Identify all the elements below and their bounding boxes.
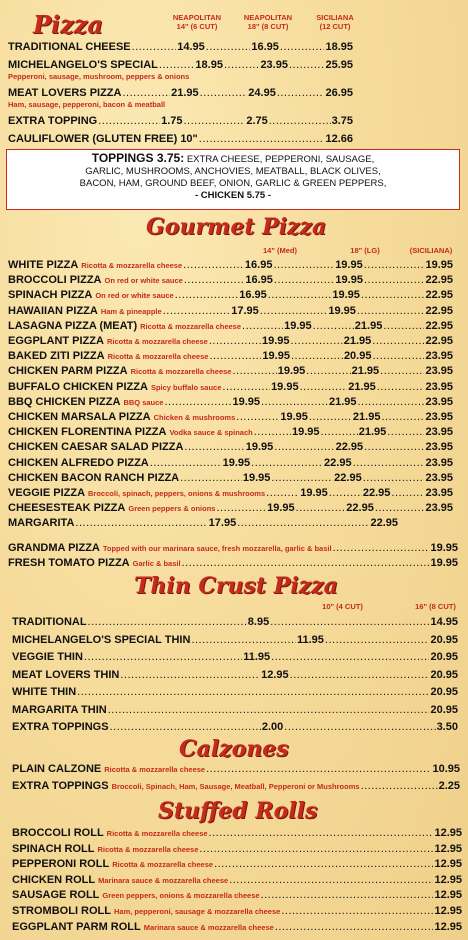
price-18: 21.95 <box>343 335 372 347</box>
price-18: 21.95 <box>348 380 376 393</box>
thin-crust-title: Thin Crust Pizza <box>134 573 338 599</box>
price-18: 22.95 <box>335 441 364 454</box>
calzone-row-description: Broccoli, Spinach, Ham, Sausage, Meatball, Pepperoni or Mushrooms <box>111 782 360 791</box>
price-sicilian: 23.95 <box>425 456 453 469</box>
price: 12.95 <box>434 920 462 933</box>
price-sicilian: 22.95 <box>425 335 453 347</box>
price: 12.95 <box>434 905 462 917</box>
price-14: 16.95 <box>239 289 267 302</box>
price-18: 22.95 <box>334 471 362 484</box>
gourmet-title: Gourmet Pizza <box>146 214 327 240</box>
toppings-box: TOPPINGS 3.75: EXTRA CHEESE, PEPPERONI, SAUSAGE, GARLIC, MUSHROOMS, ANCHOVIES, MEATBALL, BLACK OLIVES, BACON, HAM, GROUND BEEF, ONION, GARLIC & GREEN PEPPERS, - CHICKEN 5.75 - <box>6 149 460 210</box>
price: 12.95 <box>434 827 462 839</box>
price-sicilian: 23.95 <box>425 411 453 423</box>
price-16: 20.95 <box>430 686 458 698</box>
gourmet-row-description: Ricotta & mozzarella cheese <box>140 321 242 331</box>
price-18: 20.95 <box>343 350 372 363</box>
pizza-header-18: NEAPOLITAN 18" (8 CUT) <box>243 13 293 31</box>
price-14: 19.95 <box>277 365 306 378</box>
gourmet-row: LASAGNA PIZZA (MEAT) Ricotta & mozzarella cheese ..... 19.95 ..... 21.95 ..... 22.95 <box>8 319 453 334</box>
price-18: 22.95 <box>370 517 398 530</box>
gourmet-row: CHICKEN PARM PIZZA Ricotta & mozzarella cheese ..... 19.95 ..... 21.95 ..... 23.95 <box>8 364 453 379</box>
grandma-row: GRANDMA PIZZA Topped with our marinara sauce, fresh mozzarella, garlic & basil ..... 19.95 <box>8 541 458 556</box>
price-18: 21.95 <box>354 319 383 332</box>
price-18: 19.95 <box>328 304 356 317</box>
price-16: 20.95 <box>430 668 458 681</box>
gourmet-row-description: Vodka sauce & spinach <box>169 428 253 438</box>
calzones-title: Calzones <box>179 736 289 762</box>
price-14: 18.95 <box>195 59 223 71</box>
gourmet-row: CHICKEN MARSALA PIZZA Chicken & mushrooms ..... 19.95 ..... 21.95 ..... 23.95 <box>8 410 453 425</box>
gourmet-row-description: Ham & pineapple <box>100 306 162 316</box>
price-sicilian: 3.75 <box>331 115 353 127</box>
price-10: 12.95 <box>261 668 289 681</box>
price-sicilian: 22.95 <box>425 304 453 317</box>
thin-crust-row: MARGARITA THIN ..... 20.95 <box>12 703 458 717</box>
price-18: 22.95 <box>324 456 352 469</box>
price-10: 8.95 <box>247 616 270 628</box>
gourmet-row-description: Ricotta & mozzarella cheese <box>130 367 232 377</box>
gourmet-row: MARGARITA ..... 17.95 ..... 22.95 <box>8 516 398 530</box>
gourmet-row: CHICKEN BACON RANCH PIZZA ..... 19.95 ..... 22.95 ..... 23.95 <box>8 471 453 485</box>
thin-crust-row: EXTRA TOPPINGS ..... 2.00 ..... 3.50 <box>12 720 458 734</box>
gourmet-row-description: Chicken & mushrooms <box>153 413 236 422</box>
pizza-header-14: NEAPOLITAN 14" (6 CUT) <box>172 13 222 31</box>
price-14: 1.75 <box>161 115 183 127</box>
price-14: 16.95 <box>245 274 273 287</box>
gourmet-row: CHEESESTEAK PIZZA Green peppers & onions ..... 19.95 ..... 22.95 ..... 23.95 <box>8 501 453 516</box>
gourmet-row: BROCCOLI PIZZA On red or white sauce ..... 16.95 ..... 19.95 ..... 22.95 <box>8 273 453 288</box>
gourmet-row-description: On red or white sauce <box>104 276 183 286</box>
price-sicilian: 22.95 <box>425 289 453 302</box>
pizza-row: TRADITIONAL CHEESE ..... 14.95 ..... 16.95 ..... 18.95 <box>8 40 353 54</box>
gourmet-row: EGGPLANT PIZZA Ricotta & mozzarella cheese ..... 19.95 ..... 21.95 ..... 22.95 <box>8 334 453 349</box>
gourmet-header-sicilian: (SICILIANA) <box>409 246 453 255</box>
price-18: 21.95 <box>352 411 381 423</box>
price-16: 20.95 <box>430 651 458 663</box>
gourmet-row-description: Spicy buffalo sauce <box>150 382 222 392</box>
pizza-row: EXTRA TOPPING ..... 1.75 ..... 2.75 ..... 3.75 <box>8 114 353 128</box>
stuffed-rolls-title: Stuffed Rolls <box>158 798 318 824</box>
stuffed-roll-description: Ricotta & mozzarella cheese <box>106 829 208 838</box>
price-14: 19.95 <box>262 350 290 363</box>
gourmet-row: CHICKEN CAESAR SALAD PIZZA ..... 19.95 ..... 22.95 ..... 23.95 <box>8 440 453 454</box>
stuffed-roll-row: CHICKEN ROLL Marinara sauce & mozzarella cheese ..... 12.95 <box>12 873 462 888</box>
calzone-row: EXTRA TOPPINGS Broccoli, Spinach, Ham, Sausage, Meatball, Pepperoni or Mushrooms ..... 2.25 <box>12 779 460 794</box>
gourmet-header-18: 18" (LG) <box>350 246 380 255</box>
stuffed-roll-description: Marinara sauce & mozzarella cheese <box>143 922 274 932</box>
gourmet-row-description: Ricotta & mozzarella cheese <box>107 352 209 362</box>
price-18: 19.95 <box>335 274 363 287</box>
pizza-title: Pizza <box>33 10 103 39</box>
price-sicilian: 26.95 <box>325 87 353 99</box>
gourmet-row: BAKED ZITI PIZZA Ricotta & mozzarella cheese ..... 19.95 ..... 20.95 ..... 23.95 <box>8 349 453 364</box>
price-18: 21.95 <box>328 395 357 408</box>
price-sicilian: 18.95 <box>325 41 353 53</box>
pizza-row: MEAT LOVERS PIZZA ..... 21.95 ..... 24.95 ..... 26.95 <box>8 86 353 100</box>
price-14: 19.95 <box>222 456 251 469</box>
gourmet-row: CHICKEN FLORENTINA PIZZA Vodka sauce & spinach ..... 19.95 ..... 21.95 ..... 23.95 <box>8 425 453 440</box>
thin-crust-row: MEAT LOVERS THIN ..... 12.95 ..... 20.95 <box>12 668 458 682</box>
price: 10.95 <box>432 763 460 775</box>
stuffed-roll-row: STROMBOLI ROLL Ham, pepperoni, sausage & mozzarella cheese ..... 12.95 <box>12 904 462 919</box>
stuffed-roll-description: Green peppers, onions & mozzarella cheese <box>102 891 260 901</box>
price-18: 23.95 <box>260 59 288 71</box>
price-18: 2.75 <box>246 115 268 127</box>
price-14: 19.95 <box>242 471 271 484</box>
calzone-row-description: Ricotta & mozzarella cheese <box>104 765 206 774</box>
price-14: 17.95 <box>231 304 259 317</box>
price-18: 19.95 <box>335 259 363 271</box>
gourmet-row: CHICKEN ALFREDO PIZZA ..... 19.95 ..... 22.95 ..... 23.95 <box>8 456 453 470</box>
price: 12.95 <box>434 858 462 871</box>
pizza-row-description: Ham, sausage, pepperoni, bacon & meatball <box>8 100 166 109</box>
gourmet-row: HAWAIIAN PIZZA Ham & pineapple ..... 17.95 ..... 19.95 ..... 22.95 <box>8 304 453 319</box>
calzone-row: PLAIN CALZONE Ricotta & mozzarella cheese ..... 10.95 <box>12 762 460 777</box>
stuffed-roll-row: SPINACH ROLL Ricotta & mozzarella cheese ..... 12.95 <box>12 842 462 857</box>
stuffed-roll-row: EGGPLANT PARM ROLL Marinara sauce & mozzarella cheese ..... 12.95 <box>12 920 462 935</box>
price-sicilian: 23.95 <box>425 426 453 439</box>
fresh-tomato-row: FRESH TOMATO PIZZA Garlic & basil ..... 19.95 <box>8 556 458 571</box>
gourmet-row-description: On red or white sauce <box>95 291 174 301</box>
price: 12.95 <box>434 842 462 855</box>
price: 2.25 <box>438 780 460 792</box>
price-14: 16.95 <box>244 259 273 271</box>
price-sicilian: 19.95 <box>425 259 453 271</box>
pizza-row-description: Pepperoni, sausage, mushroom, peppers & onions <box>8 72 190 81</box>
price-16: 3.50 <box>436 721 458 733</box>
stuffed-roll-description: Ricotta & mozzarella cheese <box>97 844 199 854</box>
gourmet-row: SPINACH PIZZA On red or white sauce ..... 16.95 ..... 19.95 ..... 22.95 <box>8 288 453 303</box>
gourmet-row: VEGGIE PIZZA Broccoli, spinach, peppers, onions & mushrooms ..... 19.95 ..... 22.95 ..... 23.95 <box>8 486 453 501</box>
price-sicilian: 23.95 <box>425 350 453 363</box>
price-sicilian: 23.95 <box>425 502 453 515</box>
price-18: 22.95 <box>346 502 374 515</box>
gourmet-row-description: Broccoli, spinach, peppers, onions & mushrooms <box>88 489 266 498</box>
price-sicilian: 23.95 <box>425 395 453 408</box>
price-14: 19.95 <box>291 426 320 439</box>
price-sicilian: 23.95 <box>425 380 453 393</box>
price-18: 22.95 <box>362 487 391 499</box>
price-18: 24.95 <box>248 87 276 99</box>
price-16: 14.95 <box>430 616 458 628</box>
price-18: 21.95 <box>358 426 387 439</box>
gourmet-row: BUFFALO CHICKEN PIZZA Spicy buffalo sauce ..... 19.95 ..... 21.95 ..... 23.95 <box>8 380 453 395</box>
price-14: 19.95 <box>245 441 274 454</box>
price-sicilian: 25.95 <box>325 59 353 71</box>
price-14: 14.95 <box>177 41 205 53</box>
stuffed-roll-description: Ham, pepperoni, sausage & mozzarella cheese <box>114 907 281 916</box>
thin-crust-row: MICHELANGELO'S SPECIAL THIN ..... 11.95 ..... 20.95 <box>12 633 458 647</box>
price-sicilian: 23.95 <box>425 471 453 484</box>
price-sicilian: 23.95 <box>425 365 453 378</box>
stuffed-roll-description: Marinara sauce & mozzarella cheese <box>98 875 229 885</box>
price-14: 17.95 <box>208 517 237 530</box>
gourmet-row-description: Ricotta & mozzarella cheese <box>81 261 183 270</box>
gourmet-header-14: 14" (Med) <box>263 246 297 255</box>
price-14: 19.95 <box>280 411 308 423</box>
price-14: 19.95 <box>284 319 312 332</box>
price-18: 19.95 <box>332 289 360 302</box>
price-18: 21.95 <box>351 365 380 378</box>
price-14: 19.95 <box>232 395 260 408</box>
thin-header-16: 16" (8 CUT) <box>415 602 456 611</box>
stuffed-roll-row: PEPPERONI ROLL Ricotta & mozzarella cheese ..... 12.95 <box>12 857 462 872</box>
price-14: 19.95 <box>271 380 299 393</box>
price-18: 16.95 <box>251 41 279 53</box>
price-sicilian: 22.95 <box>425 274 453 287</box>
gourmet-row-description: Ricotta & mozzarella cheese <box>106 337 208 346</box>
gourmet-row-description: Green peppers & onions <box>128 504 216 514</box>
price-14: 21.95 <box>171 87 199 99</box>
gourmet-row-description: BBQ sauce <box>123 397 164 407</box>
price: 12.95 <box>434 889 462 902</box>
cauliflower-row: CAULIFLOWER (GLUTEN FREE) 10" ..... 12.66 <box>8 132 353 146</box>
price-sicilian: 23.95 <box>425 487 453 499</box>
price-10: 11.95 <box>296 633 324 646</box>
price-14: 19.95 <box>267 502 295 515</box>
price-sicilian: 23.95 <box>425 441 453 454</box>
price-16: 20.95 <box>430 703 458 716</box>
pizza-row: MICHELANGELO'S SPECIAL ..... 18.95 ..... 23.95 ..... 25.95 <box>8 58 353 72</box>
price-10: 2.00 <box>261 721 284 733</box>
price-10: 11.95 <box>243 651 271 663</box>
thin-header-10: 10" (4 CUT) <box>322 602 363 611</box>
gourmet-row: WHITE PIZZA Ricotta & mozzarella cheese ..... 16.95 ..... 19.95 ..... 19.95 <box>8 258 453 273</box>
thin-crust-row: VEGGIE THIN ..... 11.95 ..... 20.95 <box>12 650 458 664</box>
pizza-header-sicilian: SICILIANA (12 CUT) <box>316 13 354 31</box>
price-14: 19.95 <box>300 487 328 499</box>
price-sicilian: 22.95 <box>425 319 453 332</box>
price-14: 19.95 <box>262 335 290 347</box>
thin-crust-row: TRADITIONAL ..... 8.95 ..... 14.95 <box>12 615 458 629</box>
thin-crust-row: WHITE THIN ..... 20.95 <box>12 685 458 699</box>
stuffed-roll-row: SAUSAGE ROLL Green peppers, onions & mozzarella cheese ..... 12.95 <box>12 888 462 903</box>
stuffed-roll-description: Ricotta & mozzarella cheese <box>112 860 214 870</box>
price: 12.95 <box>434 873 462 886</box>
stuffed-roll-row: BROCCOLI ROLL Ricotta & mozzarella cheese ..... 12.95 <box>12 826 462 841</box>
price-16: 20.95 <box>430 633 458 646</box>
gourmet-row: BBQ CHICKEN PIZZA BBQ sauce ..... 19.95 ..... 21.95 ..... 23.95 <box>8 395 453 410</box>
